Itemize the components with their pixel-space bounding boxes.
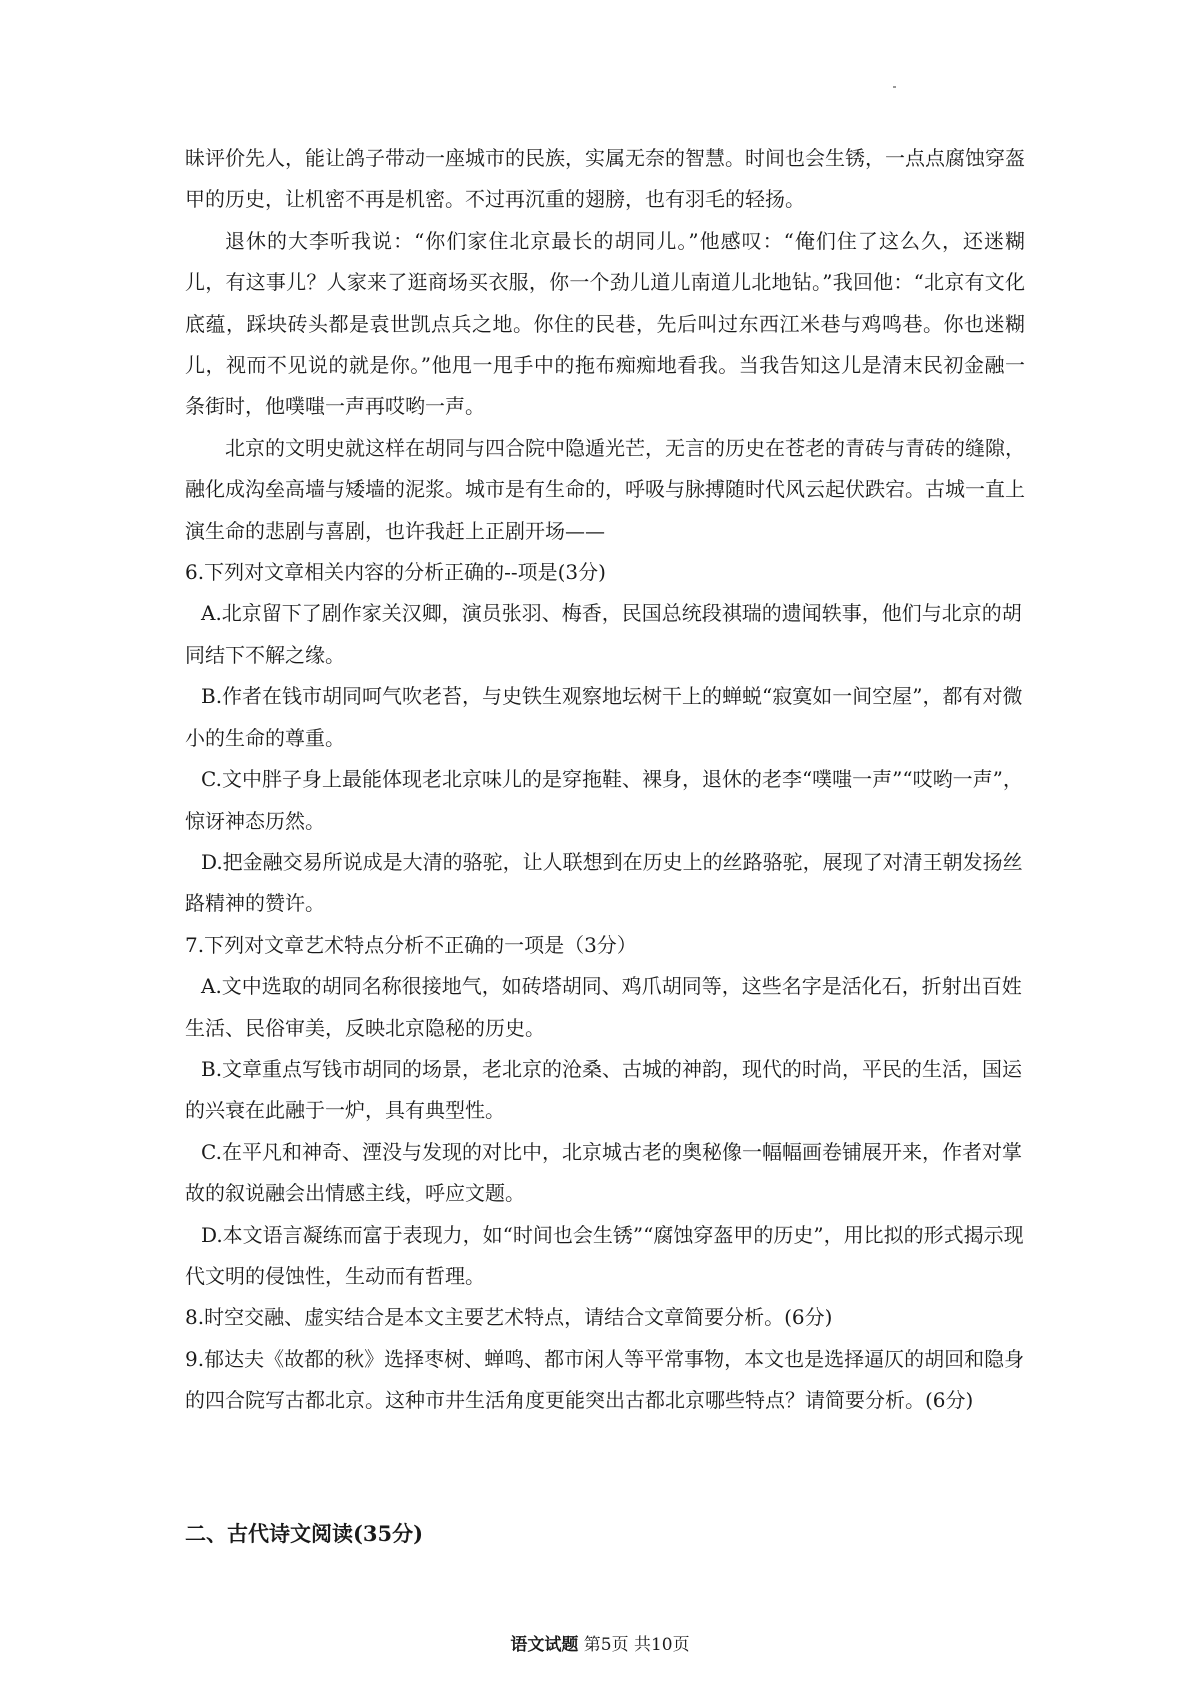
question-7 xyxy=(185,925,1025,1298)
question-6-option-b: B.作者在钱市胡同呵气吹老苔，与史铁生观察地坛树干上的蝉蜕“寂寞如一间空屋”，都有对微小的生命的尊重。 xyxy=(185,684,1023,750)
page-footer xyxy=(0,1630,1200,1655)
question-7-stem: 7.下列对文章艺术特点分析不正确的一项是（3分） xyxy=(185,932,637,957)
question-7-option-d: D.本文语言凝练而富于表现力，如“时间也会生锈”“腐蚀穿盔甲的历史”，用比拟的形式揭示现代文明的侵蚀性，生动而有哲理。 xyxy=(185,1222,1024,1288)
question-6 xyxy=(185,552,1025,925)
question-9: 9.郁达夫《故都的秋》选择枣树、蝉鸣、都市闲人等平常事物，本文也是选择逼仄的胡回和隐身的四合院写古都北京。这种市井生活角度更能突出古都北京哪些特点？请简要分析。(6分) xyxy=(185,1346,1025,1413)
question-7-option-b: B.文章重点写钱市胡同的场景，老北京的沧桑、古城的神韵，现代的时尚，平民的生活，国运的兴衰在此融于一炉，具有典型性。 xyxy=(185,1056,1023,1123)
footer-subject: 语文试题 xyxy=(510,1635,579,1655)
passage-paragraph-1: 昧评价先人，能让鸽子带动一座城市的民族，实属无奈的智慧。时间也会生锈，一点点腐蚀穿盔甲的历史，让机密不再是机密。不过再沉重的翅膀，也有羽毛的轻扬。 xyxy=(185,146,1025,212)
question-7-option-a: A.文中选取的胡同名称很接地气，如砖塔胡同、鸡爪胡同等，这些名字是活化石，折射出百姓生活、民俗审美，反映北京隐秘的历史。 xyxy=(185,974,1022,1040)
passage-paragraph-2: 退休的大李听我说：“你们家住北京最长的胡同儿。”他感叹：“俺们住了这么久，还迷糊儿，有这事儿？人家来了逛商场买衣服，你一个劲儿道儿南道儿北地钻。”我回他：“北京有文化底蕴，踩块砖头都是袁世凯点兵之地。你住的民巷，先后叫过东西江米巷与鸡鸣巷。你也迷糊儿，视而不见说的就是你。”他甩一甩手中的拖布痴痴地看我。当我告知这儿是清末民初金融一条街时，他噗嗤一声再哎哟一声。 xyxy=(185,228,1025,419)
question-6-option-d: D.把金融交易所说成是大清的骆驼，让人联想到在历史上的丝路骆驼，展现了对清王朝发扬丝路精神的赞许。 xyxy=(185,849,1023,916)
question-6-option-a: A.北京留下了剧作家关汉卿，演员张羽、梅香，民国总统段祺瑞的遗闻轶事，他们与北京的胡同结下不解之缘。 xyxy=(185,601,1022,667)
footer-page-number: 第5页 共10页 xyxy=(583,1635,690,1655)
exam-page-body xyxy=(185,138,1025,1422)
section-title: 二、古代诗文阅读(35分) xyxy=(185,1521,424,1546)
passage-paragraph-3: 北京的文明史就这样在胡同与四合院中隐遁光芒，无言的历史在苍老的青砖与青砖的缝隙，融化成沟垒高墙与矮墙的泥浆。城市是有生命的，呼吸与脉搏随时代风云起伏跌宕。古城一直上演生命的悲剧与喜剧，也许我赶上正剧开场—— xyxy=(185,435,1025,543)
question-7-option-c: C.在平凡和神奇、湮没与发现的对比中，北京城古老的奥秘像一幅幅画卷铺展开来，作者对掌故的叙说融会出情感主线，呼应文题。 xyxy=(185,1139,1022,1206)
question-6-option-c: C.文中胖子身上最能体现老北京味儿的是穿拖鞋、裸身，退休的老李“噗嗤一声”“哎哟一声”，惊讶神态历然。 xyxy=(185,767,1023,833)
question-6-stem: 6.下列对文章相关内容的分析正确的--项是(3分) xyxy=(185,560,606,585)
question-8: 8.时空交融、虚实结合是本文主要艺术特点，请结合文章简要分析。(6分) xyxy=(185,1305,833,1330)
scan-speck xyxy=(893,86,896,88)
